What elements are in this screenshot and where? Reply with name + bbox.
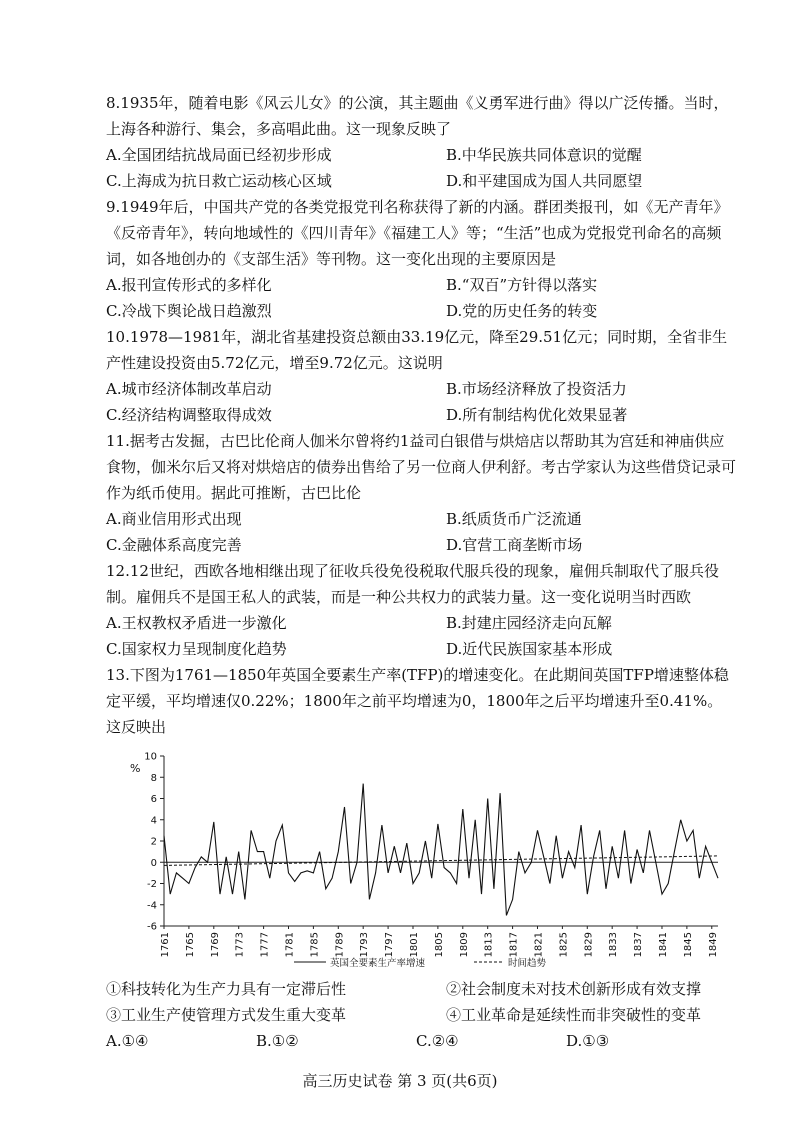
q13-option-a: A.①④ [106,1032,149,1050]
q10-option-b: B.市场经济释放了投资活力 [446,380,627,398]
x-tick-label: 1789 [334,932,346,958]
x-tick-label: 1829 [583,932,595,958]
question-11 [106,428,736,558]
q12-option-d: D.近代民族国家基本形成 [446,640,613,658]
question-8 [106,90,736,194]
q10-option-c: C.经济结构调整取得成效 [106,406,272,424]
q9-option-d: D.党的历史任务的转变 [446,302,598,320]
x-tick-label: 1761 [160,932,171,958]
q13-statement-2: ②社会制度未对技术创新形成有效支撑 [446,980,702,998]
y-tick-label: 10 [144,751,157,763]
x-tick-label: 1809 [458,932,470,958]
q8-option-c: C.上海成为抗日救亡运动核心区域 [106,172,332,190]
y-tick-label: 4 [150,815,157,827]
q13-statement-1: ①科技转化为生产力具有一定滞后性 [106,980,347,998]
x-tick-label: 1845 [682,932,694,958]
x-tick-label: 1769 [209,932,221,958]
y-tick-label: 0 [150,857,157,869]
q13-option-b: B.①② [256,1032,299,1050]
q9-option-a: A.报刊宣传形式的多样化 [106,276,272,294]
q9-option-b: B.“双百”方针得以落实 [446,276,598,294]
x-tick-label: 1773 [234,932,246,958]
q8-option-d: D.和平建国成为国人共同愿望 [446,172,643,190]
q12-option-b: B.封建庄园经济走向瓦解 [446,614,612,632]
q12-option-c: C.国家权力呈现制度化趋势 [106,640,287,658]
q13-statement-3: ③工业生产使管理方式发生重大变革 [106,1006,347,1024]
q9-option-c: C.冷战下舆论战日趋激烈 [106,302,272,320]
y-tick-label: -2 [147,879,157,890]
x-tick-label: 1781 [284,932,296,958]
q13-statement-4: ④工业革命是延续性而非突破性的变革 [446,1006,702,1024]
x-tick-label: 1833 [608,932,620,958]
legend-label-tfp: 英国全要素生产率增速 [330,958,426,969]
q13-option-c: C.②④ [416,1032,459,1050]
q11-option-d: D.官营工商垄断市场 [446,536,583,554]
y-tick-label: -4 [147,900,157,912]
q11-option-c: C.金融体系高度完善 [106,536,242,554]
q8-option-b: B.中华民族共同体意识的觉醒 [446,146,642,164]
q12-option-a: A.王权教权矛盾进一步激化 [106,614,287,632]
x-tick-label: 1765 [184,932,196,958]
q11-option-b: B.纸质货币广泛流通 [446,510,582,528]
y-tick-label: 8 [150,772,157,784]
tfp-chart-svg [118,748,728,978]
question-10 [106,324,736,428]
y-tick-label: 2 [150,836,157,848]
question-13 [106,662,736,740]
x-tick-label: 1825 [558,932,570,958]
question-12 [106,558,736,662]
q10-option-d: D.所有制结构优化效果显著 [446,406,628,424]
x-tick-label: 1837 [633,932,645,958]
x-tick-label: 1817 [508,932,520,958]
x-tick-label: 1777 [259,932,271,958]
q13-option-d: D.①③ [566,1032,610,1050]
x-tick-label: 1841 [657,932,669,958]
question-10-stem: 10.1978—1981年，湖北省基建投资总额由33.19亿元，降至29.51亿元；同时期，全省非生产性建设投资由5.72亿元，增至9.72亿元。这说明 [106,328,728,372]
x-tick-label: 1849 [707,932,719,958]
legend-label-trend: 时间趋势 [508,958,547,969]
x-tick-label: 1801 [408,932,420,958]
question-13-stem: 13.下图为1761—1850年英国全要素生产率(TFP)的增速变化。在此期间英国TFP增速整体稳定平缓，平均增速仅0.22%；1800年之前平均增速为0，1800年之后平均增速升至0.41%。这反映出 [106,666,729,736]
page-footer: 高三历史试卷 第 3 页(共6页) [302,1072,498,1090]
q10-option-a: A.城市经济体制改革启动 [106,380,272,398]
x-tick-label: 1785 [309,932,321,958]
q11-option-a: A.商业信用形式出现 [106,510,242,528]
question-9-stem: 9.1949年后，中国共产党的各类党报党刊名称获得了新的内涵。群团类报刊，如《无产青年》《反帝青年》，转向地域性的《四川青年》《福建工人》等；“生活”也成为党报党刊命名的高频词，如各地创办的《支部生活》等刊物。这一变化出现的主要原因是 [106,198,729,268]
question-11-stem: 11.据考古发掘，古巴比伦商人伽米尔曾将约1益司白银借与烘焙店以帮助其为宫廷和神庙供应食物，伽米尔后又将对烘焙店的债券出售给了另一位商人伊利舒。考古学家认为这些借贷记录可作为纸币使用。据此可推断，古巴比伦 [106,432,737,502]
x-tick-label: 1793 [359,932,371,958]
y-tick-label: 6 [150,794,157,805]
q8-option-a: A.全国团结抗战局面已经初步形成 [106,146,332,164]
x-tick-label: 1797 [384,932,396,958]
question-12-stem: 12.12世纪，西欧各地相继出现了征收兵役免役税取代服兵役的现象，雇佣兵制取代了服兵役制。雇佣兵不是国王私人的武装，而是一种公共权力的武装力量。这一变化说明当时西欧 [106,562,719,606]
x-tick-label: 1805 [433,932,445,958]
tfp-chart [118,748,728,978]
y-axis-label: % [130,762,141,775]
question-9 [106,194,736,324]
question-13-answers [106,976,736,1054]
x-tick-label: 1813 [483,932,495,958]
question-8-stem: 8.1935年，随着电影《风云儿女》的公演，其主题曲《义勇军进行曲》得以广泛传播。当时，上海各种游行、集会，多高唱此曲。这一现象反映了 [106,94,729,138]
x-tick-label: 1821 [533,932,545,958]
series-line-tfp [164,784,718,916]
y-tick-label: -6 [147,921,157,933]
